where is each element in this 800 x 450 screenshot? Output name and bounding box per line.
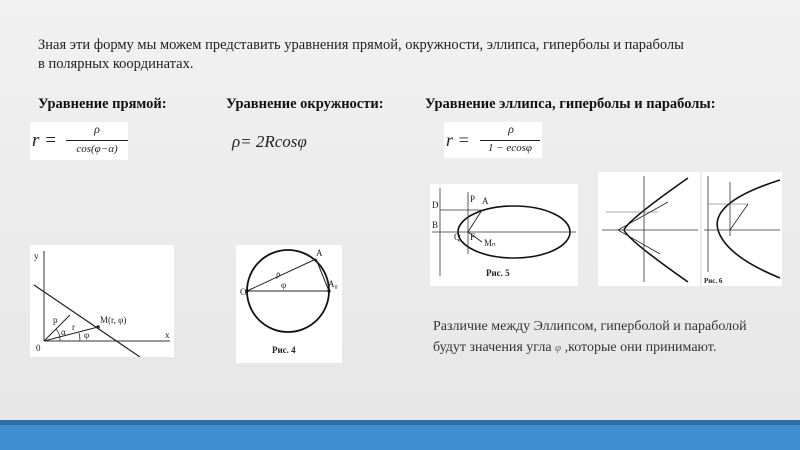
label-x: x bbox=[165, 330, 170, 340]
line-formula-denominator: cos(φ−α) bbox=[76, 143, 118, 155]
conic-formula bbox=[444, 122, 542, 158]
heading-circle-equation: Уравнение окружности: bbox=[226, 96, 384, 112]
line-formula bbox=[30, 122, 128, 160]
point-a0 bbox=[327, 289, 330, 292]
figure-ellipse-caption: Рис. 5 bbox=[486, 268, 510, 278]
intro-text bbox=[38, 36, 768, 74]
heading-conic-equation: Уравнение эллипса, гиперболы и параболы: bbox=[425, 96, 716, 112]
circle-formula-text: ρ= 2Rcosφ bbox=[232, 132, 307, 151]
label-a: A bbox=[482, 196, 489, 206]
figure-hyperbola bbox=[598, 172, 700, 286]
figure-parabola-svg bbox=[702, 172, 782, 286]
label-alpha: α bbox=[61, 327, 66, 337]
figure-line-polar bbox=[30, 245, 174, 357]
figure-hyperbola-svg bbox=[598, 172, 700, 286]
figure-parabola-caption: Рис. 6 bbox=[704, 277, 723, 285]
angle-alpha-arc bbox=[56, 329, 60, 341]
parabola-focal-ray bbox=[730, 204, 748, 230]
conic-formula-fraction-bar bbox=[480, 140, 540, 141]
figure-circle bbox=[236, 245, 342, 363]
figure-circle-svg bbox=[236, 245, 342, 363]
parabola-curve bbox=[717, 180, 780, 278]
label-y: y bbox=[34, 251, 39, 261]
label-phi: φ bbox=[84, 330, 90, 340]
label-f: F bbox=[470, 232, 476, 242]
figure-circle-caption: Рис. 4 bbox=[272, 345, 296, 355]
label-mn: Mₙ bbox=[484, 238, 496, 248]
radius-r bbox=[44, 327, 98, 341]
difference-note bbox=[433, 316, 768, 359]
line-formula-numerator: ρ bbox=[94, 122, 100, 136]
figure-ellipse-svg bbox=[430, 184, 578, 286]
label-r: r bbox=[72, 322, 75, 332]
label-a: A bbox=[316, 248, 323, 258]
label-m: M(r, φ) bbox=[100, 315, 127, 325]
label-p: p bbox=[53, 315, 58, 325]
label-rho: ρ bbox=[276, 269, 281, 279]
conic-formula-numerator: ρ bbox=[508, 122, 514, 136]
figure-ellipse bbox=[430, 184, 578, 286]
label-origin: 0 bbox=[36, 343, 41, 353]
point-m bbox=[96, 325, 100, 329]
label-p: P bbox=[470, 194, 476, 204]
footer-band bbox=[0, 420, 800, 450]
label-d: D bbox=[432, 200, 439, 210]
figure-line-polar-svg bbox=[30, 245, 174, 357]
hyperbola-focal-ray bbox=[618, 202, 668, 230]
circle-formula bbox=[230, 132, 322, 156]
note-text-before: Различие между Эллипсом, гиперболой и параболой будут значения угла bbox=[433, 319, 747, 355]
angle-phi-arc bbox=[79, 333, 80, 341]
line-formula-fraction-bar bbox=[66, 140, 128, 141]
figure-parabola bbox=[702, 172, 782, 286]
heading-line-equation: Уравнение прямой: bbox=[38, 96, 167, 112]
note-phi-symbol: φ bbox=[555, 342, 562, 354]
label-o: O bbox=[240, 287, 247, 297]
line-formula-lhs: r = bbox=[32, 130, 57, 151]
conic-formula-lhs: r = bbox=[446, 130, 470, 150]
hyperbola-focal-ray-2 bbox=[618, 230, 660, 254]
note-text-after: ,которые они принимают. bbox=[564, 340, 717, 355]
conic-formula-denominator: 1 − ecosφ bbox=[487, 142, 533, 154]
intro-line-2: в полярных координатах. bbox=[38, 56, 194, 72]
intro-line-1: Зная эти форму мы можем представить уравнения прямой, окружности, эллипса, гиперболы и параболы bbox=[38, 37, 684, 53]
label-q: Q bbox=[454, 232, 461, 242]
label-phi: φ bbox=[281, 280, 287, 290]
label-a0: A₀ bbox=[328, 279, 338, 289]
label-b: B bbox=[432, 220, 439, 230]
